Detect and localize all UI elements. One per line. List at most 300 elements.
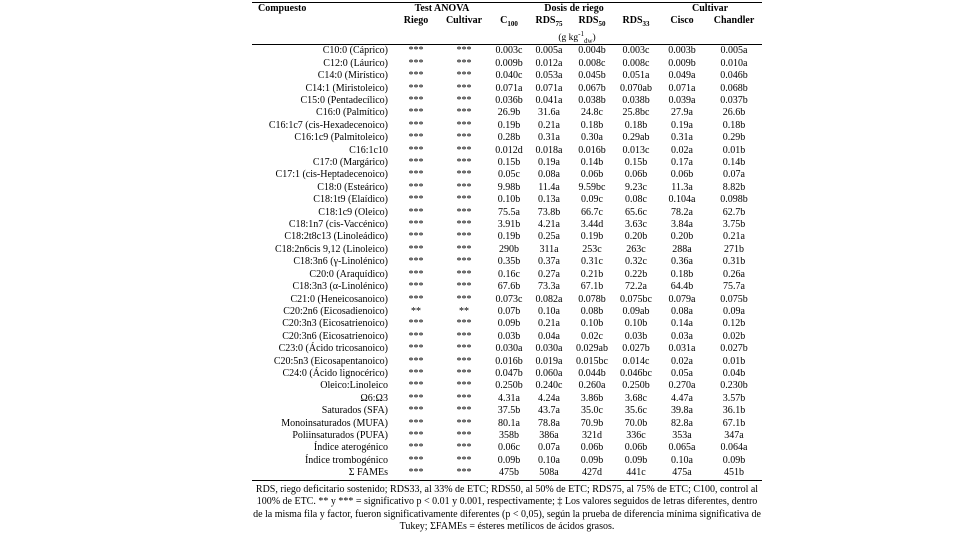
anova-significance: *** [456, 107, 472, 119]
value-cell: 0.12b [722, 318, 746, 330]
table-row [252, 145, 762, 157]
value-cell: 0.22b [624, 268, 648, 280]
value-cell: 0.18b [722, 119, 746, 131]
value-cell: 0.230b [720, 380, 748, 392]
table-row [252, 244, 762, 256]
header-cultivar: Cultivar [445, 15, 483, 27]
value-cell: 0.05c [498, 169, 520, 181]
value-cell: 0.31b [722, 256, 746, 268]
value-cell: 0.013c [622, 144, 650, 156]
header-rds75 [528, 15, 570, 27]
value-cell: 0.08a [671, 305, 693, 317]
anova-significance: *** [456, 219, 472, 231]
value-cell: 0.01b [722, 144, 746, 156]
anova-significance: *** [408, 132, 424, 144]
compound-name: Índice aterogénico [313, 442, 388, 454]
header-empty-6 [706, 28, 762, 45]
value-cell: 0.21a [723, 231, 745, 243]
value-cell: 3.57b [722, 392, 746, 404]
anova-significance: *** [456, 293, 472, 305]
table-row [252, 331, 762, 343]
value-cell: 0.19b [497, 119, 521, 131]
value-cell: 0.045b [578, 70, 606, 82]
table-row [252, 269, 762, 281]
compound-name: C18:1n7 (cis-Vaccénico) [288, 219, 388, 231]
value-cell: 75.7a [723, 281, 745, 293]
value-cell: 3.75b [722, 219, 746, 231]
value-cell: 0.030a [495, 343, 523, 355]
value-cell: 0.064a [720, 442, 748, 454]
value-cell: 508a [528, 467, 570, 480]
anova-significance: *** [408, 206, 424, 218]
anova-significance: *** [408, 417, 424, 429]
header-cisco: Cisco [670, 15, 694, 27]
value-cell: 0.21a [538, 318, 560, 330]
value-cell: 0.039a [668, 95, 696, 106]
value-cell: 347a [724, 429, 744, 441]
anova-significance: *** [408, 442, 424, 454]
anova-significance: *** [408, 330, 424, 342]
value-cell: 11.4a [538, 181, 560, 193]
anova-significance: *** [456, 330, 472, 342]
value-cell: 67.6b [497, 281, 521, 293]
anova-significance: *** [408, 454, 424, 466]
table-row [252, 231, 762, 243]
value-cell: 0.038b [622, 95, 650, 106]
value-cell: 0.09b [497, 454, 521, 466]
value-cell: 66.7c [581, 206, 603, 218]
value-cell: 263c [626, 243, 646, 255]
table-row [252, 430, 762, 442]
value-cell: 0.15b [497, 157, 521, 169]
anova-significance: *** [408, 293, 424, 305]
compound-name: Σ FAMEs [252, 467, 394, 480]
value-cell: 0.078b [578, 293, 606, 305]
anova-significance: *** [408, 194, 424, 206]
value-cell: 0.10a [671, 454, 693, 466]
value-cell: 0.067b [578, 82, 606, 94]
value-cell: 4.31a [498, 392, 520, 404]
anova-significance: *** [456, 119, 472, 131]
table-row [252, 455, 762, 467]
compound-name: C14:1 (Miristoleico) [305, 82, 388, 94]
anova-significance: *** [408, 243, 424, 255]
value-cell: 0.08a [538, 169, 560, 181]
anova-significance: *** [456, 70, 472, 82]
value-cell: 358b [499, 429, 519, 441]
compound-name: C18:3n3 (α-Linolénico) [292, 281, 388, 293]
table-row [252, 368, 762, 380]
value-cell: 427d [570, 467, 614, 480]
header-cultivar-group [658, 3, 762, 16]
value-cell: 82.8a [671, 417, 693, 429]
table-row [252, 281, 762, 293]
value-cell: 0.038b [578, 95, 606, 106]
value-cell: 441c [614, 467, 658, 480]
value-cell: 0.10a [538, 454, 560, 466]
value-cell: 0.047b [495, 367, 523, 379]
table-row [252, 442, 762, 454]
value-cell: 0.046b [720, 70, 748, 82]
compound-name: C16:1c10 [349, 144, 388, 156]
value-cell: 9.98b [497, 181, 521, 193]
value-cell: 0.012a [535, 57, 563, 69]
header-rds33-label: RDS [622, 15, 643, 27]
anova-significance: *** [456, 380, 472, 392]
header-empty-4 [438, 28, 490, 45]
value-cell: 0.18b [580, 119, 604, 131]
value-cell: 475a [658, 467, 706, 480]
header-c100-label: C [500, 15, 508, 27]
value-cell: 78.8a [538, 417, 560, 429]
anova-significance: *** [456, 95, 472, 106]
anova-significance: *** [456, 194, 472, 206]
value-cell: 78.2a [671, 206, 693, 218]
value-cell: 72.2a [625, 281, 647, 293]
value-cell: 0.16c [498, 268, 520, 280]
table-row [252, 294, 762, 306]
value-cell: 0.065a [668, 442, 696, 454]
value-cell: 336c [626, 429, 646, 441]
anova-significance: *** [408, 157, 424, 169]
value-cell: 0.015bc [576, 355, 608, 367]
value-cell: 0.016b [578, 144, 606, 156]
value-cell: 11.3a [671, 181, 693, 193]
value-cell: 37.5b [497, 405, 521, 417]
compound-name: C16:1c9 (Palmitoleico) [294, 132, 388, 144]
value-cell: 0.250b [495, 380, 523, 392]
value-cell: 62.7b [722, 206, 746, 218]
value-cell: 3.44d [580, 219, 604, 231]
value-cell: 0.14b [722, 157, 746, 169]
value-cell: 0.10b [624, 318, 648, 330]
value-cell: 0.053a [535, 70, 563, 82]
table-footnote: RDS, riego deficitario sostenido; RDS33, al 33% de ETC; RDS50, al 50% de ETC; RDS75, al 75% de ETC; C100, control al 100% de ETC. ** y *** = significativo p < 0.01 y 0.001, respectivamente; ‡ Los valores seguidos de letras diferentes, dentro de la misma fila y factor, fueron significativamente diferentes (p < 0,05), según la prueba de diferencia mínima significativa de Tukey; ΣFAMEs = ésteres metílicos de ácidos grasos. [253, 483, 761, 533]
anova-significance: *** [408, 268, 424, 280]
value-cell: 0.06c [498, 442, 520, 454]
table-row [252, 83, 762, 95]
value-cell: 0.027b [622, 343, 650, 355]
anova-significance: *** [408, 219, 424, 231]
value-cell: 0.10a [538, 305, 560, 317]
value-cell: 3.84a [671, 219, 693, 231]
value-cell: 9.59bc [578, 181, 606, 193]
anova-significance: *** [408, 107, 424, 119]
value-cell: 35.6c [625, 405, 647, 417]
anova-significance: *** [456, 45, 472, 57]
table-row [252, 95, 762, 107]
value-cell: 0.29b [722, 132, 746, 144]
table-row [252, 343, 762, 355]
value-cell: 0.070ab [620, 82, 652, 94]
value-cell: 0.25a [538, 231, 560, 243]
value-cell: 290b [499, 243, 519, 255]
header-rds33 [614, 15, 658, 27]
value-cell: 0.037b [720, 95, 748, 106]
value-cell: 35.0c [581, 405, 603, 417]
value-cell: 4.21a [538, 219, 560, 231]
anova-significance: *** [456, 256, 472, 268]
value-cell: 0.05a [671, 367, 693, 379]
table-row [252, 120, 762, 132]
anova-significance: *** [456, 405, 472, 417]
compound-name: Oleico:Linoleico [320, 380, 388, 392]
value-cell: 64.4b [670, 281, 694, 293]
value-cell: 0.18b [624, 119, 648, 131]
value-cell: 67.1b [580, 281, 604, 293]
value-cell: 0.09b [497, 318, 521, 330]
header-empty-5 [658, 28, 706, 45]
value-cell: 0.008c [622, 57, 650, 69]
value-cell: 0.20b [670, 231, 694, 243]
value-cell: 475b [490, 467, 528, 480]
value-cell: 0.082a [535, 293, 563, 305]
header-row-2 [252, 15, 762, 27]
header-empty-2 [252, 28, 394, 45]
value-cell: 25.8bc [622, 107, 650, 119]
value-cell: 0.009b [495, 57, 523, 69]
table-row [252, 194, 762, 206]
anova-significance: *** [408, 318, 424, 330]
value-cell: 36.1b [722, 405, 746, 417]
anova-significance: *** [408, 392, 424, 404]
value-cell: 0.051a [622, 70, 650, 82]
compound-name: C23:0 (Ácido tricosanoico) [278, 343, 388, 355]
value-cell: 311a [539, 243, 559, 255]
compound-name: C17:1 (cis-Heptadecenoico) [275, 169, 388, 181]
fatty-acid-table-container [252, 2, 762, 534]
anova-significance: *** [408, 405, 424, 417]
anova-significance: *** [456, 181, 472, 193]
value-cell: 0.19a [671, 119, 693, 131]
compound-name: Poliinsaturados (PUFA) [292, 429, 388, 441]
anova-significance: ** [459, 305, 469, 317]
header-rds75-sub: 75 [555, 20, 563, 29]
table-row [252, 356, 762, 368]
value-cell: 451b [706, 467, 762, 480]
compound-name: C20:5n3 (Eicosapentanoico) [273, 355, 388, 367]
compound-name: C18:3n6 (γ-Linolénico) [293, 256, 388, 268]
table-row [252, 467, 762, 480]
table-row [252, 219, 762, 231]
anova-significance: *** [456, 392, 472, 404]
anova-significance: *** [408, 119, 424, 131]
value-cell: 43.7a [538, 405, 560, 417]
value-cell: 0.06b [580, 169, 604, 181]
value-cell: 0.030a [535, 343, 563, 355]
value-cell: 0.06b [580, 442, 604, 454]
value-cell: 73.8b [537, 206, 561, 218]
value-cell: 73.3a [538, 281, 560, 293]
value-cell: 0.10b [497, 194, 521, 206]
table-row [252, 157, 762, 169]
anova-significance: *** [456, 206, 472, 218]
compound-name: C20:3n3 (Eicosatrienoico) [282, 318, 388, 330]
anova-significance: *** [456, 281, 472, 293]
anova-significance: *** [408, 70, 424, 82]
value-cell: 0.240c [535, 380, 563, 392]
value-cell: 0.31a [538, 132, 560, 144]
value-cell: 0.049a [668, 70, 696, 82]
anova-significance: *** [456, 82, 472, 94]
anova-significance: *** [408, 367, 424, 379]
compound-name: C18:1c9 (Oleico) [318, 206, 388, 218]
anova-significance: *** [456, 318, 472, 330]
anova-significance: *** [456, 454, 472, 466]
table-row [252, 45, 762, 58]
header-chandler: Chandler [713, 15, 755, 27]
value-cell: 0.13a [538, 194, 560, 206]
value-cell: 0.26a [723, 268, 745, 280]
value-cell: 0.19a [538, 157, 560, 169]
value-cell: 0.005a [535, 45, 563, 57]
anova-significance: ** [411, 305, 421, 317]
table-row [252, 380, 762, 392]
value-cell: 0.32c [625, 256, 647, 268]
value-cell: 0.06b [624, 169, 648, 181]
compound-name: C18:2t8c13 (Linoleádico) [284, 231, 388, 243]
anova-significance: *** [456, 132, 472, 144]
value-cell: 0.17a [671, 157, 693, 169]
value-cell: 0.046bc [620, 367, 652, 379]
header-unit-sup: -1 [578, 29, 584, 38]
anova-significance: *** [438, 467, 490, 480]
value-cell: 0.071a [535, 82, 563, 94]
value-cell: 0.27a [538, 268, 560, 280]
value-cell: 0.07a [538, 442, 560, 454]
value-cell: 0.21b [580, 268, 604, 280]
compound-name: Índice trombogénico [304, 454, 388, 466]
header-c100 [490, 15, 528, 27]
value-cell: 0.068b [720, 82, 748, 94]
value-cell: 0.06b [624, 442, 648, 454]
anova-significance: *** [408, 256, 424, 268]
table-row [252, 306, 762, 318]
value-cell: 4.47a [671, 392, 693, 404]
value-cell: 0.03a [671, 330, 693, 342]
header-anova-label: Test ANOVA [414, 3, 470, 14]
table-row [252, 107, 762, 119]
anova-significance: *** [456, 268, 472, 280]
value-cell: 9.23c [625, 181, 647, 193]
header-unit [490, 28, 658, 45]
value-cell: 0.31c [581, 256, 603, 268]
compound-name: C18:1t9 (Elaídico) [313, 194, 388, 206]
value-cell: 0.01b [722, 355, 746, 367]
value-cell: 0.250b [622, 380, 650, 392]
anova-significance: *** [408, 169, 424, 181]
value-cell: 0.09b [722, 454, 746, 466]
anova-significance: *** [408, 343, 424, 355]
table-row [252, 58, 762, 70]
value-cell: 0.071a [495, 82, 523, 94]
header-unit-close: ) [592, 32, 596, 43]
value-cell: 0.30a [581, 132, 603, 144]
value-cell: 0.104a [668, 194, 696, 206]
anova-significance: *** [408, 45, 424, 57]
compound-name: C16:0 (Palmítico) [316, 107, 388, 119]
value-cell: 386a [539, 429, 559, 441]
anova-significance: *** [456, 243, 472, 255]
header-empty [252, 15, 394, 27]
value-cell: 0.004b [578, 45, 606, 57]
value-cell: 4.24a [538, 392, 560, 404]
value-cell: 70.9b [580, 417, 604, 429]
table-row [252, 318, 762, 330]
value-cell: 0.044b [578, 367, 606, 379]
value-cell: 0.060a [535, 367, 563, 379]
value-cell: 3.63c [625, 219, 647, 231]
value-cell: 271b [724, 243, 745, 255]
value-cell: 0.09b [580, 454, 604, 466]
value-cell: 0.07a [723, 169, 745, 181]
value-cell: 0.04b [722, 367, 746, 379]
value-cell: 0.20b [624, 231, 648, 243]
value-cell: 0.29ab [622, 132, 650, 144]
value-cell: 3.91b [497, 219, 521, 231]
value-cell: 0.08b [580, 305, 604, 317]
anova-significance: *** [456, 57, 472, 69]
value-cell: 0.07b [497, 305, 521, 317]
value-cell: 0.040c [495, 70, 523, 82]
anova-significance: *** [394, 467, 438, 480]
header-row-1 [252, 3, 762, 16]
value-cell: 0.029ab [576, 343, 608, 355]
value-cell: 0.08c [625, 194, 647, 206]
compound-name: C20:2n6 (Eicosadienoico) [283, 305, 388, 317]
value-cell: 0.018a [535, 144, 563, 156]
value-cell: 0.37a [538, 256, 560, 268]
compound-name: C12:0 (Láurico) [323, 57, 388, 69]
value-cell: 0.073c [495, 293, 523, 305]
value-cell: 0.31a [671, 132, 693, 144]
value-cell: 0.28b [497, 132, 521, 144]
anova-significance: *** [408, 281, 424, 293]
anova-significance: *** [408, 95, 424, 106]
value-cell: 0.03b [624, 330, 648, 342]
header-empty-3 [394, 28, 438, 45]
header-c100-sub: 100 [507, 20, 518, 29]
value-cell: 0.21a [538, 119, 560, 131]
value-cell: 80.1a [498, 417, 520, 429]
value-cell: 70.0b [624, 417, 648, 429]
table-row [252, 70, 762, 82]
value-cell: 0.016b [495, 355, 523, 367]
anova-significance: *** [408, 144, 424, 156]
header-unit-label: (g kg [558, 32, 579, 43]
value-cell: 0.031a [668, 343, 696, 355]
value-cell: 3.68c [625, 392, 647, 404]
value-cell: 0.075b [720, 293, 748, 305]
value-cell: 253c [582, 243, 602, 255]
table-row [252, 256, 762, 268]
value-cell: 0.019a [535, 355, 563, 367]
value-cell: 0.014c [622, 355, 650, 367]
value-cell: 0.03b [497, 330, 521, 342]
value-cell: 353a [672, 429, 692, 441]
value-cell: 3.86b [580, 392, 604, 404]
header-rds50-sub: 50 [598, 20, 606, 29]
value-cell: 0.003c [495, 45, 523, 57]
header-rds50 [570, 15, 614, 27]
value-cell: 0.009b [668, 57, 696, 69]
value-cell: 0.19b [580, 231, 604, 243]
value-cell: 0.003b [668, 45, 696, 57]
header-rds33-sub: 33 [642, 20, 650, 29]
value-cell: 75.5a [498, 206, 520, 218]
value-cell: 0.027b [720, 343, 748, 355]
header-row-3 [252, 28, 762, 45]
